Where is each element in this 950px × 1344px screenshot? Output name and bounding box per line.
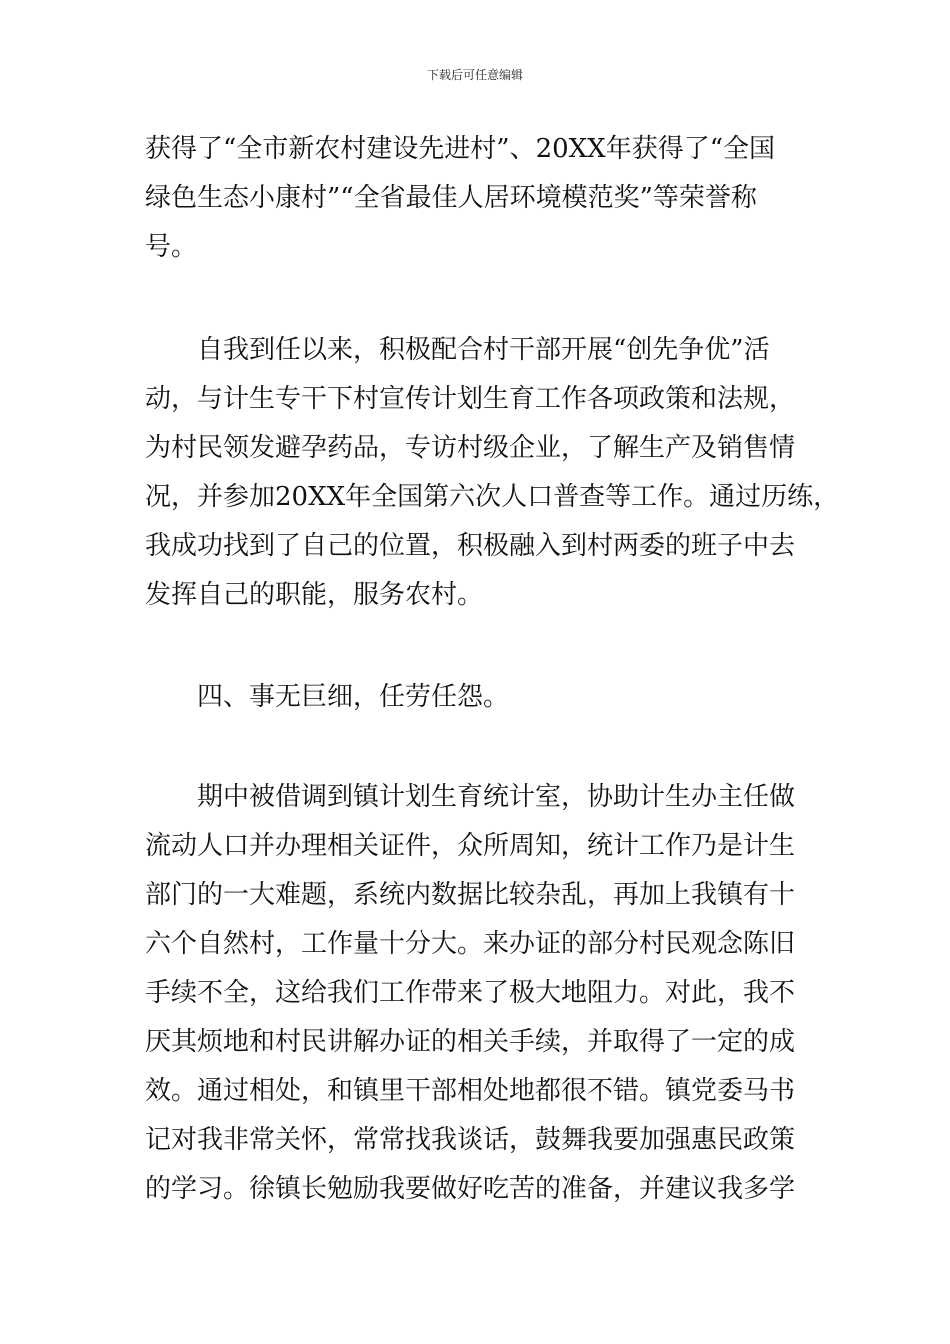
text-line: 流动人口并办理相关证件，众所周知，统计工作乃是计生 bbox=[145, 831, 796, 861]
text-line: 六个自然村，工作量十分大。来办证的部分村民观念陈旧 bbox=[145, 929, 796, 959]
paragraph-honors bbox=[145, 125, 825, 272]
paragraph-since-appointment bbox=[145, 326, 840, 620]
text-line: 记对我非常关怀，常常找我谈话，鼓舞我要加强惠民政策 bbox=[145, 1125, 796, 1155]
text-line: 期中被借调到镇计划生育统计室，协助计生办主任做 bbox=[197, 782, 796, 812]
section-heading-four bbox=[145, 673, 825, 722]
text-line: 发挥自己的职能，服务农村。 bbox=[145, 580, 484, 610]
text-line: 部门的一大难题，系统内数据比较杂乱，再加上我镇有十 bbox=[145, 880, 796, 910]
text-line: 况，并参加20XX年全国第六次人口普查等工作。通过历练， bbox=[145, 482, 840, 512]
text-line: 四、事无巨细，任劳任怨。 bbox=[197, 682, 510, 712]
text-line: 自我到任以来，积极配合村干部开展“创先争优”活 bbox=[197, 335, 770, 365]
text-line: 效。通过相处，和镇里干部相处地都很不错。镇党委马书 bbox=[145, 1076, 796, 1106]
text-line: 厌其烦地和村民讲解办证的相关手续，并取得了一定的成 bbox=[145, 1027, 796, 1057]
text-line: 的学习。徐镇长勉励我要做好吃苦的准备，并建议我多学 bbox=[145, 1174, 796, 1204]
text-line: 绿色生态小康村”“全省最佳人居环境模范奖”等荣誉称 bbox=[145, 183, 757, 213]
text-line: 为村民领发避孕药品，专访村级企业，了解生产及销售情 bbox=[145, 433, 796, 463]
text-line: 动，与计生专干下村宣传计划生育工作各项政策和法规， bbox=[145, 384, 796, 414]
text-line: 获得了“全市新农村建设先进村”、20XX年获得了“全国 bbox=[145, 134, 775, 164]
paragraph-statistics-office bbox=[145, 773, 825, 1214]
text-line: 我成功找到了自己的位置，积极融入到村两委的班子中去 bbox=[145, 531, 796, 561]
page-header: 下载后可任意编辑 bbox=[426, 68, 523, 82]
text-line: 号。 bbox=[145, 232, 198, 262]
text-line: 手续不全，这给我们工作带来了极大地阻力。对此，我不 bbox=[145, 978, 796, 1008]
